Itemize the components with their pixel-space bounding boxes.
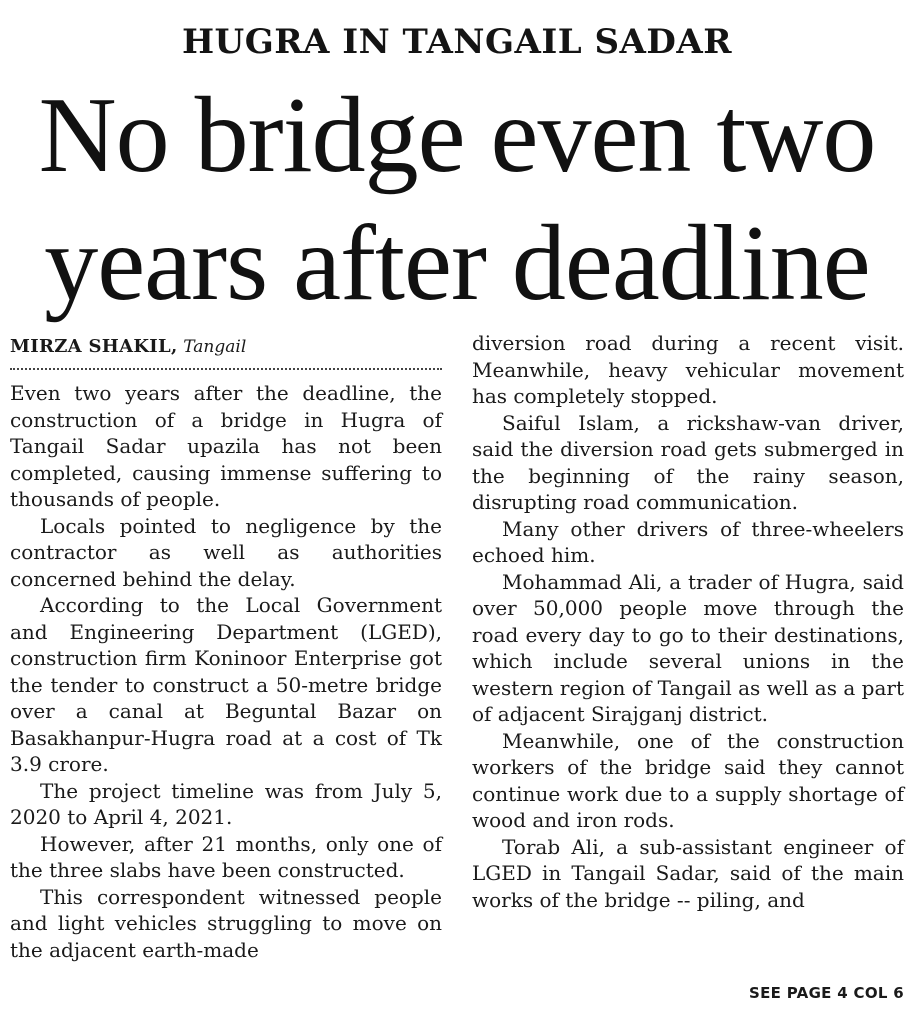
headline	[0, 72, 914, 328]
article-paragraph: Torab Ali, a sub-assistant engineer of LGED in Tangail Sadar, said of the main works of the bridge -- piling, and	[472, 834, 904, 912]
article-paragraph: Even two years after the deadline, the construction of a bridge in Hugra of Tangail Sadar upazila has not been completed, causing immense suffering to thousands of people.	[10, 381, 442, 511]
article-column-right	[472, 330, 904, 913]
kicker-heading: HUGRA IN TANGAIL SADAR	[181, 22, 733, 62]
byline	[10, 330, 442, 364]
article-paragraph: Mohammad Ali, a trader of Hugra, said over 50,000 people move through the road every day to go to their destinations, which include several unions in the western region of Tangail as well as a part of adjacent Sirajganj district.	[472, 569, 904, 726]
article-paragraph: The project timeline was from July 5, 2020 to April 4, 2021.	[10, 778, 442, 829]
article-paragraph: Locals pointed to negligence by the contractor as well as authorities concerned behind the delay.	[10, 513, 442, 591]
headline-line-2: years after deadline	[44, 204, 870, 323]
article-paragraph: Saiful Islam, a rickshaw-van driver, said the diversion road gets submerged in the beginning of the rainy season, disrupting road communication.	[472, 410, 904, 514]
article-paragraph: This correspondent witnessed people and light vehicles struggling to move on the adjacent earth-made	[10, 884, 442, 962]
article-paragraph: Meanwhile, one of the construction workers of the bridge said they cannot continue work due to a supply shortage of wood and iron rods.	[472, 728, 904, 832]
headline-line-1: No bridge even two	[38, 76, 876, 195]
article-column-left	[10, 330, 442, 963]
article-paragraph: However, after 21 months, only one of the three slabs have been constructed.	[10, 831, 442, 882]
byline-author: MIRZA SHAKIL,	[10, 336, 178, 357]
article-paragraph: Many other drivers of three-wheelers echoed him.	[472, 516, 904, 567]
article-paragraph-continued: diversion road during a recent visit. Meanwhile, heavy vehicular movement has completely stopped.	[472, 331, 904, 408]
byline-location: Tangail	[183, 337, 247, 357]
byline-divider	[10, 368, 442, 370]
continuation-note: SEE PAGE 4 COL 6	[749, 984, 904, 1002]
article-paragraph: According to the Local Government and Engineering Department (LGED), construction firm Koninoor Enterprise got the tender to construct a 50-metre bridge over a canal at Beguntal Bazar on Basakhanpur-Hugra road at a cost of Tk 3.9 crore.	[10, 593, 442, 776]
